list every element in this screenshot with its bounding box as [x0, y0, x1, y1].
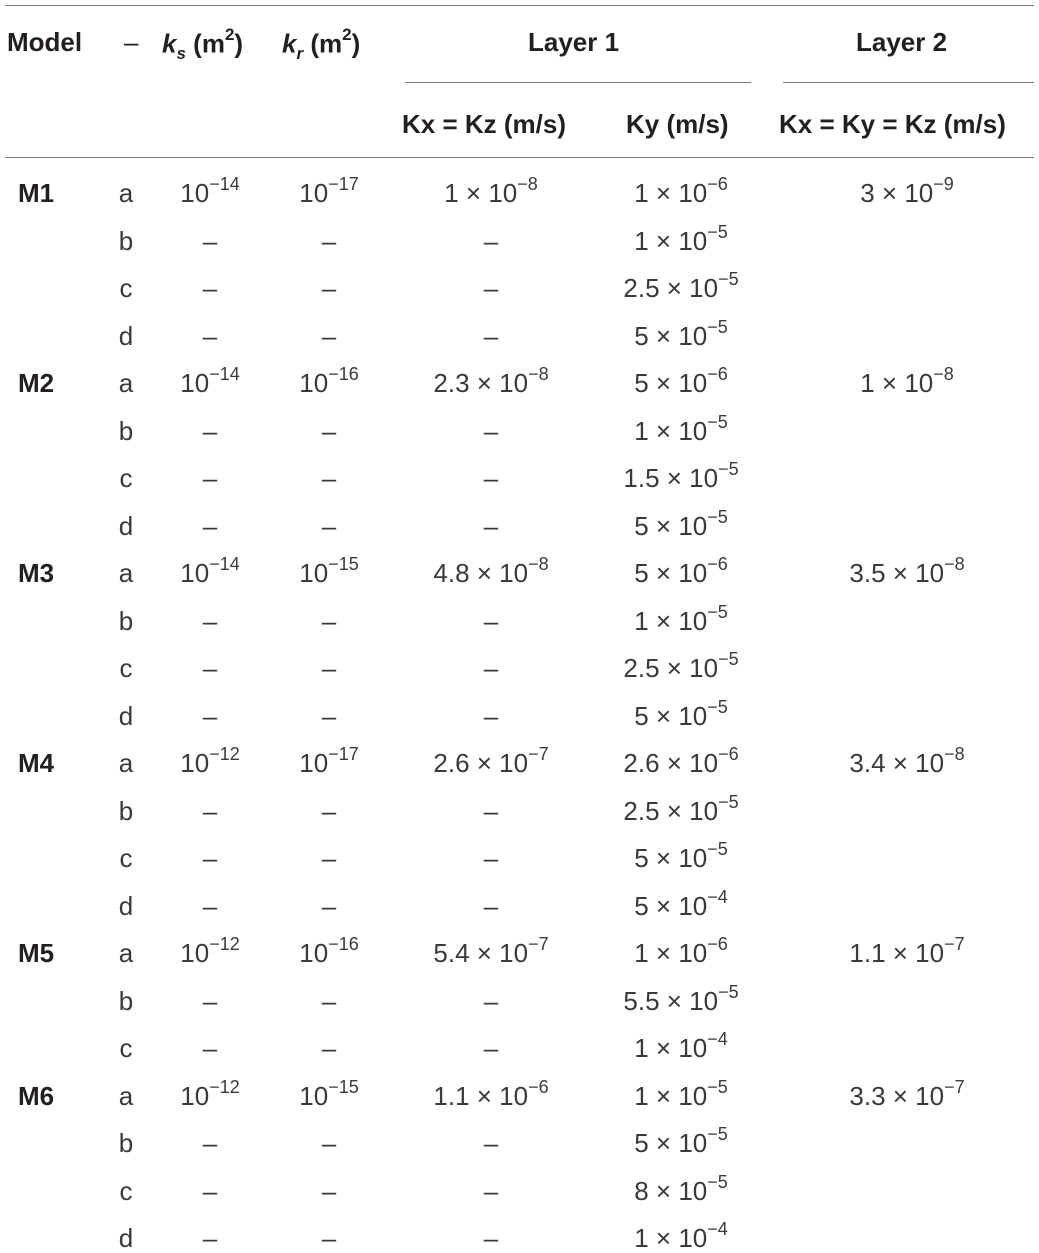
cell-kxz [433, 1076, 549, 1111]
cell-exponent: −6 [707, 934, 728, 954]
cell-kxz [483, 510, 499, 541]
row-sublabel: a [118, 1080, 134, 1111]
row-sublabel: b [118, 415, 134, 446]
row-sublabel: a [118, 368, 134, 398]
cell-mantissa: 1 × 10 [634, 415, 708, 446]
cell-kr [322, 465, 336, 491]
cell-exponent: −4 [707, 1219, 728, 1239]
cell-mantissa: 1.5 × 10 [623, 463, 719, 493]
cell-mantissa: 1 × 10 [444, 178, 518, 208]
cell-mantissa: – [483, 1128, 499, 1158]
cell-mantissa: – [321, 320, 337, 351]
cell-mantissa: 10 [180, 178, 210, 208]
cell-ky [634, 696, 728, 731]
cell-kxz [484, 465, 498, 491]
cell-ks [202, 225, 218, 256]
cell-mantissa: 5 × 10 [634, 843, 708, 873]
cell-kr [321, 795, 337, 826]
row-model-label: M2 [17, 368, 55, 398]
cell-exponent: −5 [718, 269, 739, 289]
cell-exponent: −5 [707, 696, 728, 717]
cell-ks [180, 1076, 240, 1111]
cell-kxz [483, 795, 499, 826]
row-sublabel: b [118, 1128, 134, 1158]
cell-exponent: −17 [328, 174, 359, 194]
cell-kxz [433, 364, 549, 398]
cell-exponent: −6 [707, 174, 728, 194]
row-sublabel: c [119, 1033, 133, 1063]
cell-mantissa: 10 [180, 368, 210, 398]
cell-mantissa: 10 [299, 368, 329, 398]
cell-mantissa: – [202, 890, 218, 921]
cell-mantissa: – [483, 320, 499, 351]
ks-symbol: k [162, 28, 177, 59]
cell-kr [299, 554, 359, 588]
cell-l2 [849, 1076, 965, 1111]
cell-mantissa: 10 [299, 1080, 329, 1111]
cell-ky [634, 506, 728, 541]
cell-ks [202, 1175, 218, 1206]
ks-subscript: s [176, 43, 186, 63]
cell-mantissa: 3 × 10 [860, 178, 934, 208]
cell-exponent: −5 [707, 1076, 728, 1097]
cell-exponent: −14 [209, 364, 240, 384]
cell-kr [322, 1225, 336, 1251]
cell-l2 [849, 554, 965, 588]
cell-ky [623, 459, 739, 493]
cell-mantissa: – [202, 510, 218, 541]
cell-ky [623, 981, 739, 1016]
cell-mantissa: – [321, 605, 337, 636]
cell-kr [322, 655, 336, 681]
row-sublabel: c [119, 843, 133, 873]
cell-mantissa: – [483, 273, 499, 303]
cell-ky [634, 221, 728, 256]
cell-mantissa: – [202, 985, 218, 1016]
cell-mantissa: 10 [299, 178, 329, 208]
cell-l2 [860, 174, 954, 208]
cell-kr [321, 985, 337, 1016]
cell-exponent: −15 [328, 1076, 359, 1097]
cell-exponent: −9 [933, 174, 954, 194]
cell-ks [180, 364, 240, 398]
cell-kr [299, 174, 359, 208]
cell-exponent: −5 [718, 649, 739, 669]
cell-exponent: −12 [209, 1076, 240, 1097]
cell-mantissa: 1 × 10 [634, 1223, 708, 1253]
cell-mantissa: 10 [180, 1080, 210, 1111]
kr-symbol: k [282, 28, 297, 59]
cell-mantissa: – [321, 890, 337, 921]
cell-mantissa: – [321, 843, 337, 873]
cell-mantissa: 5 × 10 [634, 510, 708, 541]
cell-mantissa: 1 × 10 [634, 1033, 708, 1063]
cell-kr [322, 1130, 336, 1156]
cell-l2 [860, 364, 954, 398]
top-rule [5, 5, 1034, 6]
cell-mantissa: 1 × 10 [860, 368, 934, 398]
cell-kr [321, 320, 337, 351]
cell-ks [202, 415, 218, 446]
cell-mantissa: – [202, 415, 218, 446]
row-sublabel: c [119, 273, 133, 303]
cell-mantissa: 10 [299, 748, 329, 778]
cell-kr [321, 510, 337, 541]
cell-mantissa: – [321, 1175, 337, 1206]
cell-ky [634, 1124, 728, 1158]
cell-exponent: −4 [707, 1029, 728, 1049]
cell-ks [180, 744, 240, 778]
cell-kr [321, 1175, 337, 1206]
cell-kr [322, 275, 336, 301]
cell-exponent: −8 [933, 364, 954, 384]
row-sublabel: d [118, 320, 134, 351]
cell-mantissa: 5 × 10 [634, 890, 708, 921]
row-model-label: M5 [17, 938, 55, 968]
cell-mantissa: 4.8 × 10 [433, 558, 529, 588]
cell-ky [634, 934, 728, 968]
row-sublabel: c [119, 653, 133, 683]
cell-mantissa: – [483, 985, 499, 1016]
cell-ky [634, 1076, 728, 1111]
row-sublabel: a [118, 558, 134, 588]
row-sublabel: a [118, 938, 134, 968]
cell-exponent: −5 [707, 221, 728, 242]
cell-mantissa: – [483, 510, 499, 541]
cell-mantissa: – [321, 700, 337, 731]
cell-exponent: −5 [707, 839, 728, 859]
cell-kxz [483, 700, 499, 731]
cell-ks [203, 465, 217, 491]
cell-kr [322, 1035, 336, 1061]
cell-exponent: −8 [517, 174, 538, 194]
cell-ky [634, 364, 728, 398]
header-l1-kxkz: Kx = Kz (m/s) [402, 109, 566, 139]
cell-mantissa: 1 × 10 [634, 178, 708, 208]
cell-l2 [849, 744, 965, 778]
cell-exponent: −5 [707, 411, 728, 432]
cell-mantissa: – [483, 1223, 499, 1253]
cell-mantissa: 2.5 × 10 [623, 653, 719, 683]
row-sublabel: d [118, 510, 134, 541]
cell-mantissa: 1.1 × 10 [849, 938, 945, 968]
cell-l2 [849, 934, 965, 968]
cell-mantissa: – [202, 320, 218, 351]
cell-kxz [484, 845, 498, 871]
cell-exponent: −5 [707, 1171, 728, 1192]
cell-mantissa: 5 × 10 [634, 320, 708, 351]
cell-exponent: −17 [328, 744, 359, 764]
cell-mantissa: 10 [299, 558, 329, 588]
cell-kxz [483, 225, 499, 256]
cell-mantissa: – [483, 415, 499, 446]
cell-kr [321, 890, 337, 921]
cell-exponent: −15 [328, 554, 359, 574]
cell-mantissa: – [321, 273, 337, 303]
row-model-label: M1 [17, 178, 55, 208]
row-sublabel: a [118, 178, 134, 208]
layer1-rule [405, 82, 751, 83]
row-model-label: M4 [17, 748, 55, 778]
cell-ks [202, 795, 218, 826]
row-sublabel: d [118, 700, 134, 731]
cell-mantissa: – [483, 225, 499, 256]
cell-exponent: −16 [328, 364, 359, 384]
row-sublabel: c [119, 463, 133, 493]
row-sublabel: b [118, 605, 134, 636]
cell-exponent: −6 [528, 1076, 549, 1097]
cell-kxz [483, 890, 499, 921]
cell-ky [623, 649, 739, 683]
cell-mantissa: – [202, 1175, 218, 1206]
row-model-label: M6 [17, 1080, 55, 1111]
cell-ks [203, 1035, 217, 1061]
cell-exponent: −16 [328, 934, 359, 954]
cell-mantissa: 3.5 × 10 [849, 558, 945, 588]
cell-mantissa: – [202, 1033, 218, 1063]
cell-ky [634, 174, 728, 208]
cell-exponent: −7 [944, 934, 965, 954]
cell-exponent: −5 [707, 316, 728, 337]
cell-mantissa: – [321, 1033, 337, 1063]
cell-ks [202, 890, 218, 921]
cell-kr [299, 364, 359, 398]
cell-kxz [433, 934, 549, 968]
cell-mantissa: – [483, 463, 499, 493]
row-sublabel: b [118, 795, 134, 826]
cell-mantissa: 1 × 10 [634, 605, 708, 636]
cell-ks [180, 174, 240, 208]
cell-kxz [484, 655, 498, 681]
cell-ks [203, 655, 217, 681]
cell-mantissa: 1 × 10 [634, 938, 708, 968]
cell-mantissa: 5 × 10 [634, 1128, 708, 1158]
cell-exponent: −12 [209, 934, 240, 954]
cell-exponent: −5 [718, 459, 739, 479]
cell-kxz [484, 1225, 498, 1251]
cell-kxz [483, 415, 499, 446]
cell-mantissa: 2.5 × 10 [623, 273, 719, 303]
cell-mantissa: – [321, 653, 337, 683]
cell-ky [623, 269, 739, 303]
row-sublabel: b [118, 985, 134, 1016]
header-ks: $k_s$ $(m^2)$ [162, 25, 244, 63]
cell-ks [203, 845, 217, 871]
cell-mantissa: – [483, 795, 499, 826]
header-model: Model [7, 27, 83, 57]
cell-exponent: −14 [209, 554, 240, 574]
cell-kr [299, 934, 359, 968]
cell-mantissa: – [202, 273, 218, 303]
cell-mantissa: 10 [180, 748, 210, 778]
cell-mantissa: – [202, 700, 218, 731]
cell-ky [634, 1171, 728, 1206]
cell-ky [623, 791, 739, 826]
cell-ks [202, 605, 218, 636]
cell-kxz [484, 1035, 498, 1061]
cell-mantissa: – [321, 415, 337, 446]
cell-kr [321, 225, 337, 256]
cell-mantissa: – [202, 1128, 218, 1158]
row-sublabel: d [118, 1223, 134, 1253]
cell-kxz [483, 1175, 499, 1206]
cell-ky [634, 411, 728, 446]
cell-ks [180, 934, 240, 968]
cell-kxz [483, 985, 499, 1016]
cell-exponent: −6 [707, 554, 728, 574]
cell-mantissa: 10 [299, 938, 329, 968]
cell-kr [299, 1076, 359, 1111]
cell-mantissa: – [202, 653, 218, 683]
cell-ky [634, 839, 728, 873]
cell-exponent: −7 [528, 744, 549, 764]
cell-mantissa: 1 × 10 [634, 1080, 708, 1111]
cell-kxz [484, 275, 498, 301]
header-l1-ky: Ky (m/s) [626, 109, 729, 139]
cell-mantissa: 2.5 × 10 [623, 795, 719, 826]
layer2-rule [783, 82, 1034, 83]
cell-mantissa: – [202, 605, 218, 636]
cell-kxz [444, 174, 538, 208]
cell-ks [202, 985, 218, 1016]
cell-mantissa: – [202, 463, 218, 493]
cell-mantissa: 10 [180, 558, 210, 588]
cell-mantissa: 10 [180, 938, 210, 968]
row-sublabel: a [118, 748, 134, 778]
cell-ks [203, 1225, 217, 1251]
cell-mantissa: – [321, 1128, 337, 1158]
cell-mantissa: – [202, 1223, 218, 1253]
cell-kr [322, 845, 336, 871]
cell-mantissa: – [321, 463, 337, 493]
cell-ky [634, 554, 728, 588]
cell-ky [634, 1219, 728, 1253]
cell-ks [203, 1130, 217, 1156]
cell-mantissa: 2.6 × 10 [433, 748, 529, 778]
cell-kxz [433, 744, 549, 778]
cell-mantissa: – [483, 700, 499, 731]
cell-kr [321, 415, 337, 446]
cell-ky [634, 1029, 728, 1063]
cell-mantissa: 2.6 × 10 [623, 748, 719, 778]
cell-mantissa: 5 × 10 [634, 368, 708, 398]
header-layer1: Layer 1 [528, 27, 620, 57]
header-dash: – [124, 27, 139, 57]
cell-kxz [483, 605, 499, 636]
cell-ks [202, 700, 218, 731]
row-sublabel: c [119, 1175, 133, 1206]
cell-ks [202, 510, 218, 541]
cell-exponent: −8 [528, 554, 549, 574]
row-sublabel: b [118, 225, 134, 256]
cell-exponent: −6 [707, 364, 728, 384]
cell-kxz [483, 320, 499, 351]
cell-exponent: −8 [944, 554, 965, 574]
cell-exponent: −4 [707, 886, 728, 907]
cell-ky [634, 886, 728, 921]
cell-ks [180, 554, 240, 588]
cell-mantissa: 5 × 10 [634, 558, 708, 588]
cell-exponent: −14 [209, 174, 240, 194]
cell-mantissa: 1 × 10 [634, 225, 708, 256]
cell-mantissa: 2.3 × 10 [433, 368, 529, 398]
cell-mantissa: – [483, 1033, 499, 1063]
cell-kxz [484, 1130, 498, 1156]
cell-ky [623, 744, 739, 778]
cell-mantissa: – [321, 510, 337, 541]
cell-exponent: −8 [944, 744, 965, 764]
cell-mantissa: 3.3 × 10 [849, 1080, 945, 1111]
header-layer2: Layer 2 [856, 27, 948, 57]
cell-ks [202, 320, 218, 351]
header-l2-kxyz: Kx = Ky = Kz (m/s) [779, 109, 1006, 139]
row-sublabel: d [118, 890, 134, 921]
cell-exponent: −5 [707, 1124, 728, 1144]
cell-kr [321, 605, 337, 636]
cell-mantissa: 5 × 10 [634, 700, 708, 731]
cell-mantissa: 8 × 10 [634, 1175, 708, 1206]
header-bottom-rule [5, 157, 1034, 158]
cell-ks [203, 275, 217, 301]
cell-mantissa: – [483, 1175, 499, 1206]
cell-mantissa: – [483, 843, 499, 873]
cell-ky [634, 316, 728, 351]
cell-kr [321, 700, 337, 731]
cell-kr [299, 744, 359, 778]
cell-mantissa: – [321, 225, 337, 256]
cell-ky [634, 601, 728, 636]
cell-mantissa: – [202, 225, 218, 256]
cell-mantissa: – [321, 795, 337, 826]
cell-mantissa: – [483, 605, 499, 636]
header-kr: $k_r$ $(m^2)$ [282, 25, 361, 63]
cell-mantissa: – [321, 985, 337, 1016]
cell-mantissa: 5.4 × 10 [433, 938, 529, 968]
cell-exponent: −5 [718, 981, 739, 1002]
cell-mantissa: – [202, 843, 218, 873]
kr-subscript: r [296, 43, 304, 63]
cell-exponent: −7 [944, 1076, 965, 1097]
cell-exponent: −12 [209, 744, 240, 764]
cell-mantissa: – [483, 653, 499, 683]
cell-exponent: −5 [707, 601, 728, 622]
cell-mantissa: – [321, 1223, 337, 1253]
cell-mantissa: 1.1 × 10 [433, 1080, 529, 1111]
cell-mantissa: – [483, 890, 499, 921]
cell-exponent: −5 [718, 791, 739, 812]
cell-mantissa: – [202, 795, 218, 826]
cell-exponent: −7 [528, 934, 549, 954]
cell-kxz [433, 554, 549, 588]
cell-exponent: −6 [718, 744, 739, 764]
row-model-label: M3 [17, 558, 55, 588]
cell-mantissa: 3.4 × 10 [849, 748, 945, 778]
cell-exponent: −5 [707, 506, 728, 527]
cell-mantissa: 5.5 × 10 [623, 985, 719, 1016]
cell-exponent: −8 [528, 364, 549, 384]
